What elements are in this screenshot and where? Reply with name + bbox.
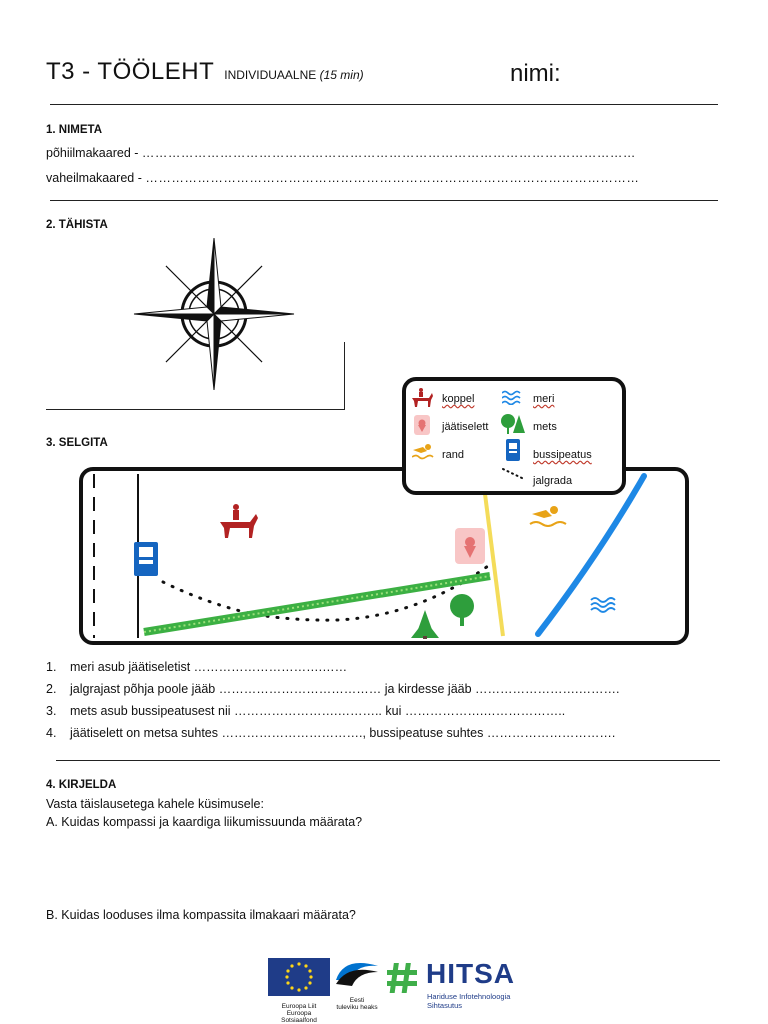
estonia-logo xyxy=(334,956,380,1014)
eu-line2: Euroopa Sotsiaalfond xyxy=(281,1010,317,1024)
horse-rider-icon xyxy=(412,387,434,409)
legend-jaatiselett: jäätiselett xyxy=(442,421,489,433)
forest-icon xyxy=(500,413,526,435)
item-text[interactable]: mets asub bussipeatusest nii …………………….……….. kui ……………….……………….. xyxy=(70,704,566,718)
worksheet-title xyxy=(46,58,364,86)
legend-bussipeatus: bussipeatus xyxy=(533,449,592,461)
divider xyxy=(344,342,345,410)
compass-rose-icon xyxy=(130,236,298,396)
hitsa-subtitle xyxy=(427,992,510,1010)
ee-line2: tuleviku heaks xyxy=(336,1004,378,1011)
list-item xyxy=(46,682,619,696)
name-label: nimi: xyxy=(510,60,561,87)
legend-jalgrada: jalgrada xyxy=(533,475,573,487)
subtitle xyxy=(224,68,363,82)
divider xyxy=(46,409,344,410)
instruction-text: Vasta täislausetega kahele küsimusele: xyxy=(46,797,264,811)
item-text[interactable]: jäätiselett on metsa suhtes ……………………………., bussipeatuse suhtes …………………………. xyxy=(70,726,616,740)
answer-blank[interactable]: …………………………………………………………………………………………………… xyxy=(141,146,636,160)
bus-stop-icon xyxy=(506,439,520,461)
question-a: A. Kuidas kompassi ja kaardiga liikumissuunda määrata? xyxy=(46,815,363,829)
waves-icon xyxy=(502,389,524,405)
hitsa-wordmark: HITSA xyxy=(426,958,515,989)
line1-label: põhiilmakaared - xyxy=(46,146,139,160)
legend-meri: meri xyxy=(533,393,555,405)
ice-cream-icon xyxy=(414,415,430,435)
hash-symbol-icon xyxy=(386,962,418,994)
duration-text: (15 min) xyxy=(319,68,364,82)
legend-rand: rand xyxy=(442,449,465,461)
hitsa-sub1: Hariduse Infotehnoloogia xyxy=(427,992,511,1001)
answer-blank[interactable]: …………………………………………………………………………………………………… xyxy=(145,171,640,185)
section2-heading: 2. TÄHISTA xyxy=(46,219,108,231)
list-item xyxy=(46,726,615,740)
list-item xyxy=(46,660,347,674)
divider xyxy=(50,200,718,201)
item-text[interactable]: jalgrajast põhja poole jääb ………………………………… ja kirdesse jääb …………………….………. xyxy=(70,682,620,696)
estonia-swirl-icon xyxy=(334,956,380,992)
subtitle-text: INDIVIDUAALNE xyxy=(224,68,317,82)
divider xyxy=(56,760,720,761)
line-pohiilmakaared xyxy=(46,146,636,160)
item-number: 4. xyxy=(46,726,57,740)
item-number: 3. xyxy=(46,704,57,718)
eu-line1: Euroopa Liit xyxy=(281,1003,317,1010)
section1-heading: 1. NIMETA xyxy=(46,124,103,136)
divider xyxy=(50,104,718,105)
hashtag-icon xyxy=(386,958,430,1002)
legend-mets: mets xyxy=(533,421,557,433)
title-text: T3 - TÖÖLEHT xyxy=(46,58,215,85)
dotted-path-icon xyxy=(502,467,526,481)
swimmer-icon xyxy=(412,443,434,461)
eu-flag-icon xyxy=(268,958,330,996)
eu-logo xyxy=(268,958,330,1024)
item-number: 1. xyxy=(46,660,57,674)
item-text[interactable]: meri asub jäätiseletist ………………………….…… xyxy=(70,660,348,674)
line2-label: vaheilmakaared - xyxy=(46,171,142,185)
legend-koppel: koppel xyxy=(442,393,475,405)
ee-line1: Eesti xyxy=(349,997,365,1004)
question-b: B. Kuidas looduses ilma kompassita ilmakaari määrata? xyxy=(46,908,356,922)
map-legend xyxy=(402,377,626,495)
line-vaheilmakaared xyxy=(46,171,639,185)
list-item xyxy=(46,704,565,718)
hitsa-sub2: Sihtasutus xyxy=(427,1001,463,1010)
item-number: 2. xyxy=(46,682,57,696)
section4-heading: 4. KIRJELDA xyxy=(46,779,117,791)
section3-heading: 3. SELGITA xyxy=(46,437,108,449)
